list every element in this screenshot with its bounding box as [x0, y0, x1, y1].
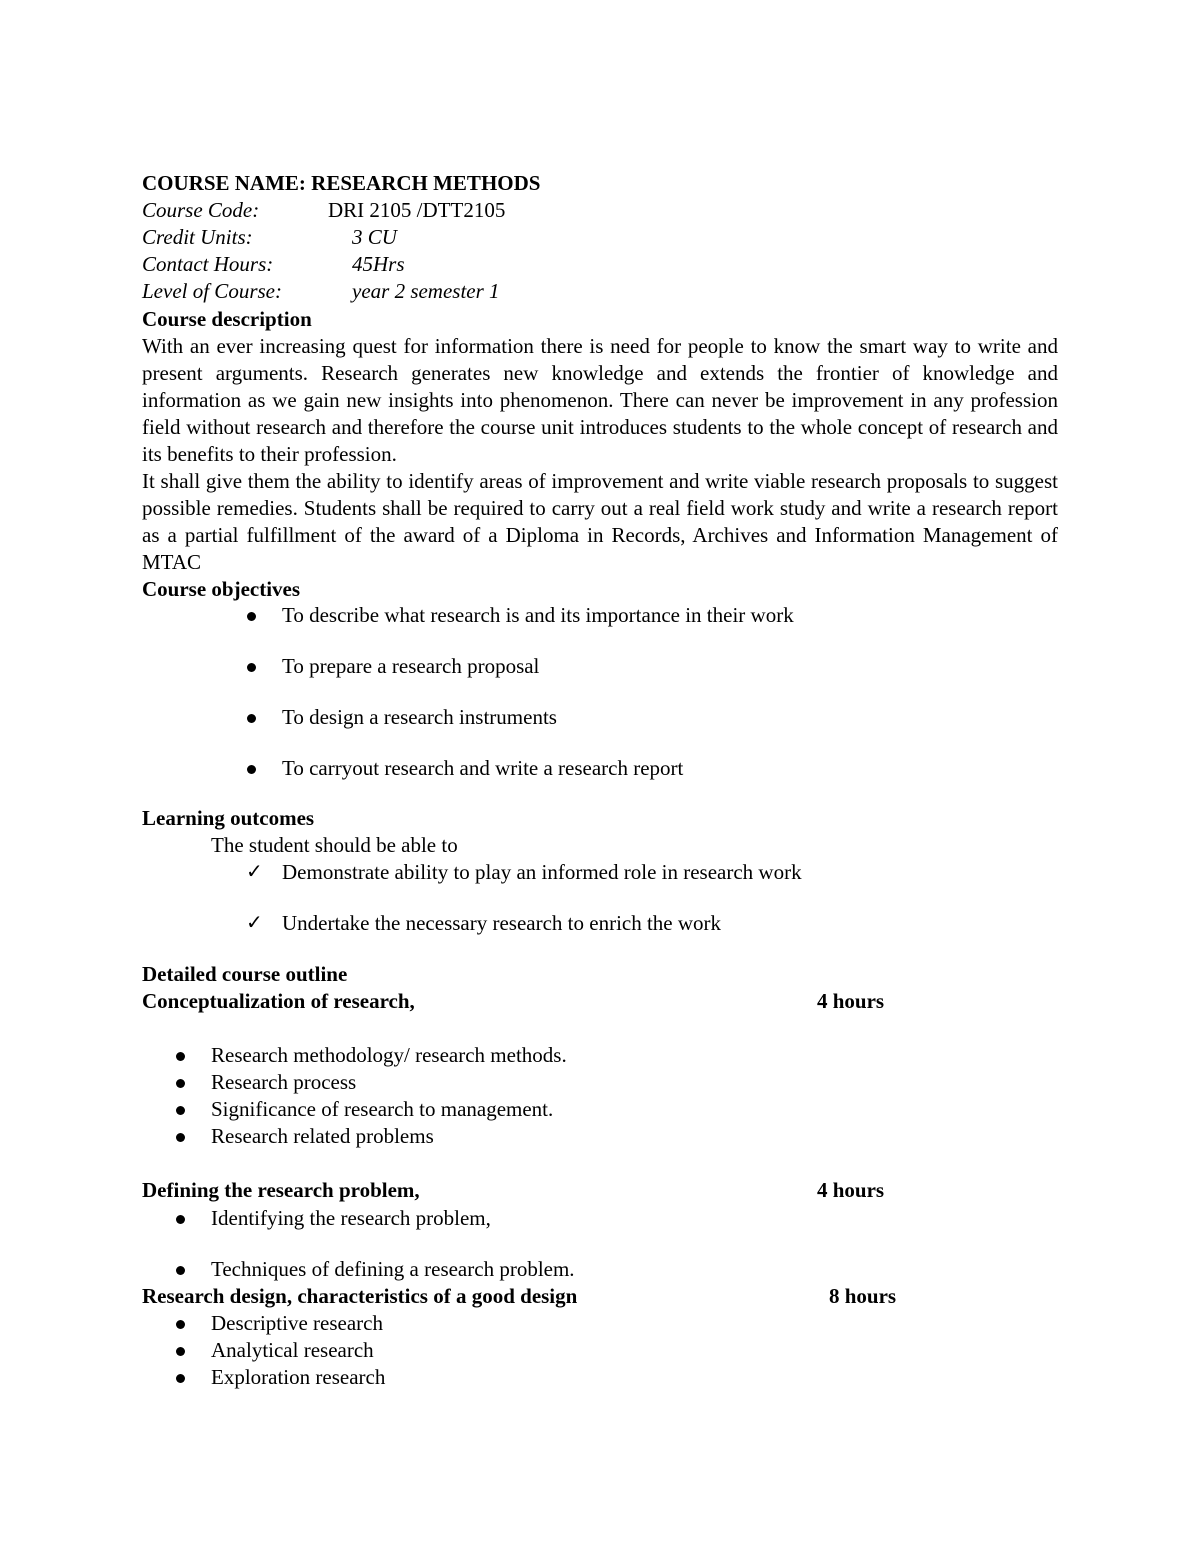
level-of-course-label: Level of Course:: [142, 279, 282, 303]
topic-text: Descriptive research: [211, 1311, 383, 1335]
course-description-paragraph-2: It shall give them the ability to identify areas of improvement and write viable research proposals to suggest possible remedies. Students shall be required to carry out a real field work study and write a research report as a partial fulfillment of the award of a Diploma in Records, Archives and Information Management of MTAC: [142, 469, 1058, 574]
section-title: Conceptualization of research,: [142, 989, 415, 1013]
section-title: Defining the research problem,: [142, 1178, 420, 1202]
bullet-icon: [176, 1320, 185, 1329]
topic-text: Research methodology/ research methods.: [211, 1043, 567, 1067]
section-hours: 4 hours: [817, 989, 885, 1013]
credit-units-value: 3 CU: [352, 225, 397, 249]
bullet-icon: [247, 765, 256, 774]
course-title: COURSE NAME: RESEARCH METHODS: [142, 171, 541, 195]
course-description-paragraph-1: With an ever increasing quest for information there is need for people to know the smart way to write and present arguments. Research generates new knowledge and extends the frontier of knowledge and information as we gain new insights into phenomenon. There can never be improvement in any profession field without research and therefore the course unit introduces students to the whole concept of research and its benefits to their profession.: [142, 334, 1058, 466]
bullet-icon: [176, 1374, 185, 1383]
bullet-icon: [247, 663, 256, 672]
level-of-course-value: year 2 semester 1: [352, 279, 500, 303]
bullet-icon: [176, 1215, 185, 1224]
objective-text: To design a research instruments: [282, 705, 557, 729]
objective-text: To describe what research is and its importance in their work: [282, 603, 794, 627]
bullet-icon: [247, 714, 256, 723]
bullet-icon: [176, 1106, 185, 1115]
section-hours: 8 hours: [829, 1284, 897, 1308]
topic-text: Identifying the research problem,: [211, 1206, 491, 1230]
objective-text: To prepare a research proposal: [282, 654, 540, 678]
bullet-icon: [176, 1133, 185, 1142]
learning-outcomes-intro: The student should be able to: [211, 833, 458, 857]
bullet-icon: [176, 1347, 185, 1356]
outcome-text: Demonstrate ability to play an informed role in research work: [282, 860, 802, 884]
contact-hours-label: Contact Hours:: [142, 252, 274, 276]
credit-units-label: Credit Units:: [142, 225, 253, 249]
topic-text: Research process: [211, 1070, 357, 1094]
course-code-label: Course Code:: [142, 198, 260, 222]
course-objectives-heading: Course objectives: [142, 577, 301, 601]
checkmark-icon: ✓: [246, 910, 263, 934]
outcome-text: Undertake the necessary research to enrich the work: [282, 911, 722, 935]
bullet-icon: [176, 1052, 185, 1061]
learning-outcomes-heading: Learning outcomes: [142, 806, 315, 830]
topic-text: Research related problems: [211, 1124, 434, 1148]
topic-text: Analytical research: [211, 1338, 374, 1362]
course-description-heading: Course description: [142, 307, 312, 331]
bullet-icon: [247, 612, 256, 621]
section-hours: 4 hours: [817, 1178, 885, 1202]
bullet-icon: [176, 1079, 185, 1088]
topic-text: Significance of research to management.: [211, 1097, 554, 1121]
topic-text: Techniques of defining a research problem.: [211, 1257, 575, 1281]
topic-text: Exploration research: [211, 1365, 386, 1389]
objective-text: To carryout research and write a research report: [282, 756, 684, 780]
course-outline-heading: Detailed course outline: [142, 962, 348, 986]
course-code-value: DRI 2105 /DTT2105: [328, 198, 506, 222]
contact-hours-value: 45Hrs: [352, 252, 405, 276]
checkmark-icon: ✓: [246, 859, 263, 883]
bullet-icon: [176, 1266, 185, 1275]
section-title: Research design, characteristics of a good design: [142, 1284, 578, 1308]
